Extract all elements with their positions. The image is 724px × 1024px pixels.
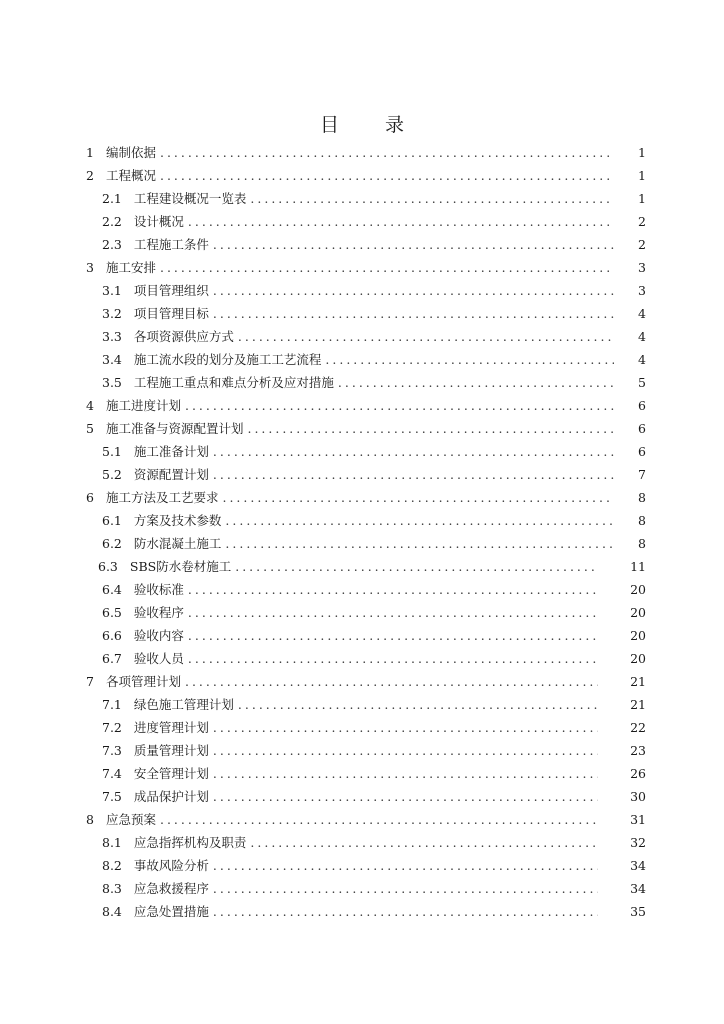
- toc-entry-title: 应急预案: [105, 812, 156, 827]
- dot-leader: [188, 582, 598, 597]
- toc-entry-page-number: 1: [638, 191, 646, 206]
- toc-entry-title: 施工流水段的划分及施工工艺流程: [133, 352, 322, 367]
- toc-entry-title: 质量管理计划: [133, 743, 209, 758]
- toc-entry[interactable]: [86, 373, 646, 396]
- toc-entry-page-number: 20: [630, 582, 646, 597]
- toc-entry-title: 工程施工条件: [133, 237, 209, 252]
- dot-leader: [188, 605, 598, 620]
- toc-entry-page-number: 2: [638, 237, 646, 252]
- toc-entry-number: 2: [86, 168, 94, 183]
- toc-entry-title: 进度管理计划: [133, 720, 209, 735]
- toc-entry-number: 6.2: [102, 536, 122, 551]
- dot-leader: [213, 766, 598, 781]
- toc-entry-page-number: 20: [630, 651, 646, 666]
- toc-entry[interactable]: [86, 465, 646, 488]
- toc-entry-page-number: 6: [638, 421, 646, 436]
- toc-entry[interactable]: [86, 396, 646, 419]
- toc-entry-number: 6.3: [98, 559, 118, 574]
- toc-entry-number: 4: [86, 398, 94, 413]
- dot-leader: [213, 720, 598, 735]
- toc-entry[interactable]: [86, 833, 646, 856]
- dot-leader: [213, 237, 614, 252]
- toc-entry[interactable]: [86, 810, 646, 833]
- toc-entry-number: 7.3: [102, 743, 122, 758]
- dot-leader: [247, 421, 614, 436]
- toc-entry-page-number: 2: [638, 214, 646, 229]
- toc-entry-page-number: 21: [630, 674, 646, 689]
- toc-entry-page-number: 35: [630, 904, 646, 919]
- toc-entry[interactable]: [86, 350, 646, 373]
- toc-entry-page-number: 4: [638, 329, 646, 344]
- toc-entry[interactable]: [86, 488, 646, 511]
- toc-entry-page-number: 8: [638, 490, 646, 505]
- toc-entry[interactable]: [86, 327, 646, 350]
- toc-entry-page-number: 5: [638, 375, 646, 390]
- toc-entry[interactable]: [86, 764, 646, 787]
- toc-entry-title: 资源配置计划: [133, 467, 209, 482]
- dot-leader: [213, 283, 614, 298]
- toc-entry-page-number: 11: [630, 559, 646, 574]
- toc-entry-title: 施工准备与资源配置计划: [105, 421, 244, 436]
- toc-entry-number: 6.7: [102, 651, 122, 666]
- dot-leader: [238, 329, 614, 344]
- toc-entry-title: 事故风险分析: [133, 858, 209, 873]
- toc-entry-page-number: 23: [630, 743, 646, 758]
- page-title: 目 录: [319, 114, 425, 136]
- toc-entry-number: 3.3: [102, 329, 122, 344]
- toc-entry-number: 5: [86, 421, 94, 436]
- toc-entry-number: 2.1: [102, 191, 122, 206]
- toc-entry-title: 应急指挥机构及职责: [133, 835, 247, 850]
- toc-entry-title: 项目管理目标: [133, 306, 209, 321]
- toc-entry-page-number: 4: [638, 306, 646, 321]
- dot-leader: [160, 812, 598, 827]
- toc-entry-number: 5.2: [102, 467, 122, 482]
- toc-entry[interactable]: [86, 235, 646, 258]
- toc-entry-title: 成品保护计划: [133, 789, 209, 804]
- toc-entry[interactable]: [86, 511, 646, 534]
- toc-entry[interactable]: [86, 534, 646, 557]
- toc-entry-page-number: 34: [630, 881, 646, 896]
- toc-entry[interactable]: [86, 258, 646, 281]
- toc-entry-number: 7: [86, 674, 94, 689]
- toc-entry[interactable]: [86, 856, 646, 879]
- toc-entry-title: 应急救援程序: [133, 881, 209, 896]
- toc-entry-page-number: 26: [630, 766, 646, 781]
- toc-entry-title: 施工进度计划: [105, 398, 181, 413]
- dot-leader: [160, 145, 614, 160]
- toc-entry[interactable]: [86, 902, 646, 925]
- toc-entry-title: 设计概况: [133, 214, 184, 229]
- toc-entry[interactable]: [86, 741, 646, 764]
- toc-entry-title: 工程建设概况一览表: [133, 191, 247, 206]
- toc-entry[interactable]: [86, 166, 646, 189]
- toc-entry[interactable]: [86, 143, 646, 166]
- toc-entry-title: SBS防水卷材施工: [129, 559, 232, 574]
- toc-entry-title: 施工安排: [105, 260, 156, 275]
- toc-entry-page-number: 4: [638, 352, 646, 367]
- dot-leader: [188, 651, 598, 666]
- toc-entry-title: 安全管理计划: [133, 766, 209, 781]
- toc-entry-number: 3: [86, 260, 94, 275]
- toc-entry-title: 验收内容: [133, 628, 184, 643]
- dot-leader: [225, 536, 614, 551]
- toc-entry-number: 7.4: [102, 766, 122, 781]
- toc-entry-number: 2.3: [102, 237, 122, 252]
- toc-entry-number: 3.1: [102, 283, 122, 298]
- toc-entry-page-number: 3: [638, 283, 646, 298]
- toc-entry[interactable]: [86, 787, 646, 810]
- toc-entry[interactable]: [86, 281, 646, 304]
- toc-entry[interactable]: [86, 304, 646, 327]
- toc-entry-number: 7.1: [102, 697, 122, 712]
- toc-entry-page-number: 20: [630, 605, 646, 620]
- toc-entry-number: 8.2: [102, 858, 122, 873]
- dot-leader: [222, 490, 614, 505]
- dot-leader: [338, 375, 614, 390]
- toc-entry-number: 3.4: [102, 352, 122, 367]
- dot-leader: [213, 858, 598, 873]
- toc-entry-page-number: 6: [638, 444, 646, 459]
- toc-entry-title: 验收程序: [133, 605, 184, 620]
- toc-entry-title: 工程施工重点和难点分析及应对措施: [133, 375, 334, 390]
- toc-entry-title: 项目管理组织: [133, 283, 209, 298]
- toc-entry-number: 8.1: [102, 835, 122, 850]
- toc-entry-number: 5.1: [102, 444, 122, 459]
- toc-entry-page-number: 1: [638, 145, 646, 160]
- dot-leader: [160, 168, 614, 183]
- toc-entry-number: 6.4: [102, 582, 122, 597]
- toc-entry-number: 8.3: [102, 881, 122, 896]
- toc-entry[interactable]: [86, 718, 646, 741]
- toc-entry-number: 2.2: [102, 214, 122, 229]
- toc-entry[interactable]: [86, 189, 646, 212]
- dot-leader: [213, 789, 598, 804]
- dot-leader: [188, 628, 598, 643]
- toc-entry-title: 绿色施工管理计划: [133, 697, 234, 712]
- toc-entry[interactable]: [86, 672, 646, 695]
- toc-entry-page-number: 31: [630, 812, 646, 827]
- toc-entry-page-number: 32: [630, 835, 646, 850]
- toc-entry-page-number: 8: [638, 536, 646, 551]
- toc-entry-page-number: 8: [638, 513, 646, 528]
- toc-entry[interactable]: [86, 419, 646, 442]
- dot-leader: [213, 467, 614, 482]
- toc-entry-title: 编制依据: [105, 145, 156, 160]
- toc-entry[interactable]: [86, 580, 646, 603]
- toc-entry-page-number: 34: [630, 858, 646, 873]
- toc-entry-title: 方案及技术参数: [133, 513, 222, 528]
- dot-leader: [185, 674, 598, 689]
- dot-leader: [188, 214, 614, 229]
- toc-entry-number: 3.2: [102, 306, 122, 321]
- toc-entry-number: 6.1: [102, 513, 122, 528]
- toc-entry-number: 6.5: [102, 605, 122, 620]
- toc-entry-title: 验收人员: [133, 651, 184, 666]
- dot-leader: [225, 513, 614, 528]
- toc-entry-number: 7.5: [102, 789, 122, 804]
- dot-leader: [213, 444, 614, 459]
- toc-entry-title: 施工方法及工艺要求: [105, 490, 219, 505]
- toc-entry-number: 3.5: [102, 375, 122, 390]
- toc-entry[interactable]: [86, 879, 646, 902]
- dot-leader: [185, 398, 614, 413]
- toc-entry-page-number: 3: [638, 260, 646, 275]
- toc-entry-title: 防水混凝土施工: [133, 536, 222, 551]
- toc-entry-title: 工程概况: [105, 168, 156, 183]
- toc-entry[interactable]: [86, 626, 646, 649]
- dot-leader: [213, 743, 598, 758]
- toc-entry-title: 各项资源供应方式: [133, 329, 234, 344]
- toc-entry[interactable]: [86, 695, 646, 718]
- toc-entry[interactable]: [86, 603, 646, 626]
- toc-entry-title: 应急处置措施: [133, 904, 209, 919]
- toc-entry[interactable]: [86, 442, 646, 465]
- toc-entry-number: 8: [86, 812, 94, 827]
- dot-leader: [250, 191, 614, 206]
- dot-leader: [213, 904, 598, 919]
- toc-entry-page-number: 22: [630, 720, 646, 735]
- dot-leader: [213, 881, 598, 896]
- toc-entry-page-number: 20: [630, 628, 646, 643]
- toc-entry-page-number: 7: [638, 467, 646, 482]
- toc-entry[interactable]: [86, 557, 646, 580]
- toc-entry[interactable]: [86, 649, 646, 672]
- toc-entry-page-number: 21: [630, 697, 646, 712]
- toc-entry-title: 验收标准: [133, 582, 184, 597]
- toc-entry-page-number: 6: [638, 398, 646, 413]
- toc-entry-number: 1: [86, 145, 94, 160]
- dot-leader: [213, 306, 614, 321]
- toc-entry-page-number: 30: [630, 789, 646, 804]
- table-of-contents: [86, 143, 646, 925]
- dot-leader: [325, 352, 614, 367]
- dot-leader: [235, 559, 598, 574]
- dot-leader: [250, 835, 598, 850]
- toc-entry-title: 各项管理计划: [105, 674, 181, 689]
- toc-entry-number: 6: [86, 490, 94, 505]
- toc-entry-title: 施工准备计划: [133, 444, 209, 459]
- toc-entry[interactable]: [86, 212, 646, 235]
- dot-leader: [238, 697, 598, 712]
- dot-leader: [160, 260, 614, 275]
- toc-entry-number: 8.4: [102, 904, 122, 919]
- toc-entry-page-number: 1: [638, 168, 646, 183]
- toc-entry-number: 7.2: [102, 720, 122, 735]
- toc-entry-number: 6.6: [102, 628, 122, 643]
